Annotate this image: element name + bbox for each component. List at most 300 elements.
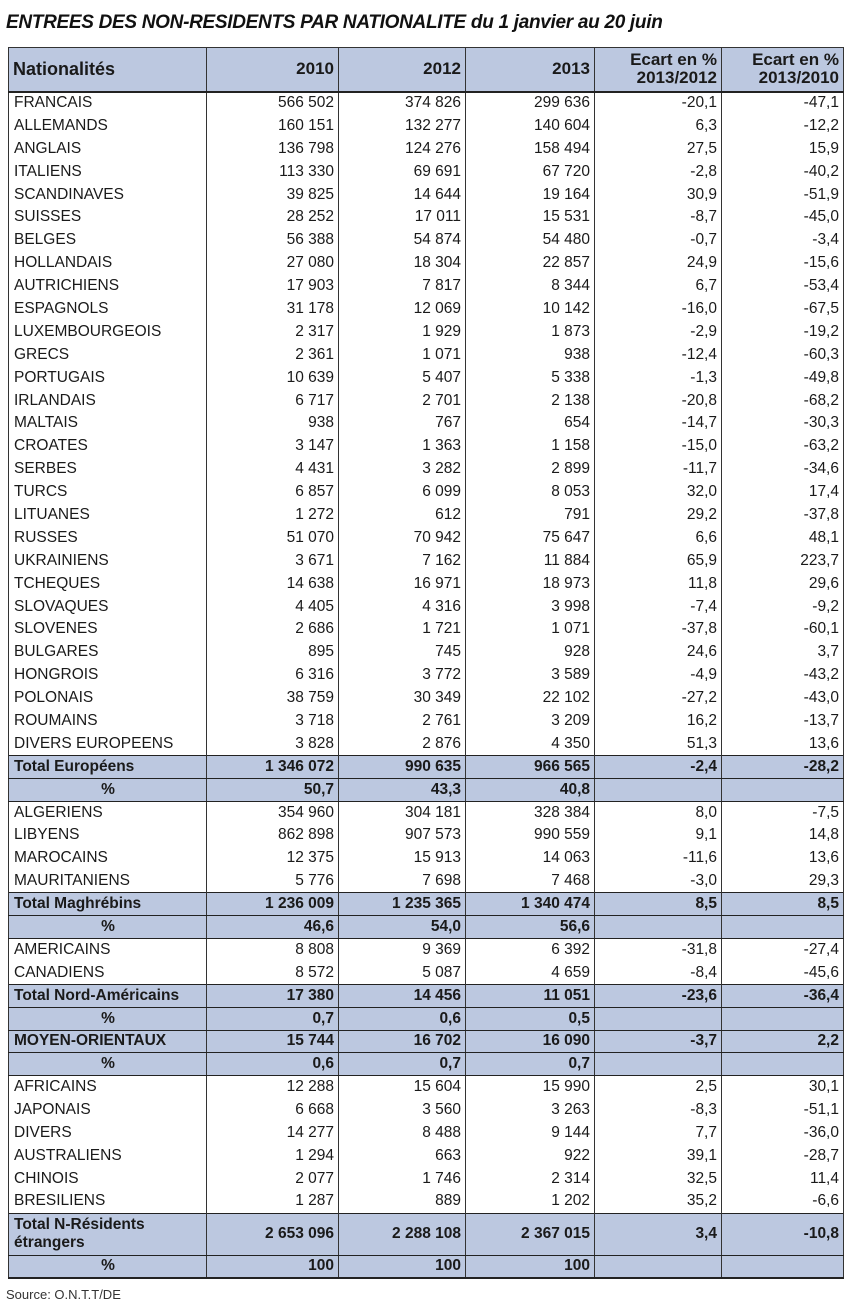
cell-ecart-2013-2012: 32,0 bbox=[595, 481, 722, 504]
cell-value-2012: 12 069 bbox=[339, 298, 466, 321]
cell-nationality: GRECS bbox=[9, 343, 207, 366]
cell-value-2013: 0,7 bbox=[466, 1053, 595, 1076]
cell-value-2012: 30 349 bbox=[339, 687, 466, 710]
cell-value-2013: 9 144 bbox=[466, 1122, 595, 1145]
cell-ecart-2013-2012: 30,9 bbox=[595, 183, 722, 206]
table-row bbox=[9, 137, 844, 160]
source-note: Source: O.N.T.T/DE bbox=[6, 1287, 121, 1302]
cell-value-2013: 8 344 bbox=[466, 275, 595, 298]
cell-value-2010: 160 151 bbox=[207, 114, 339, 137]
cell-nationality: Total Nord-Américains bbox=[9, 984, 207, 1007]
percent-row bbox=[9, 916, 844, 939]
table-row bbox=[9, 664, 844, 687]
cell-ecart-2013-2010: -15,6 bbox=[722, 252, 844, 275]
cell-value-2010: 6 717 bbox=[207, 389, 339, 412]
cell-value-2012: 304 181 bbox=[339, 801, 466, 824]
cell-value-2012: 15 604 bbox=[339, 1076, 466, 1099]
table-row bbox=[9, 320, 844, 343]
table-row bbox=[9, 206, 844, 229]
cell-value-2013: 11 884 bbox=[466, 549, 595, 572]
cell-nationality: BULGARES bbox=[9, 641, 207, 664]
cell-value-2010: 4 431 bbox=[207, 458, 339, 481]
cell-value-2013: 938 bbox=[466, 343, 595, 366]
cell-nationality: MOYEN-ORIENTAUX bbox=[9, 1030, 207, 1053]
percent-row bbox=[9, 1007, 844, 1030]
cell-ecart-2013-2012: -12,4 bbox=[595, 343, 722, 366]
table-row bbox=[9, 549, 844, 572]
cell-value-2012: 54 874 bbox=[339, 229, 466, 252]
cell-value-2013: 328 384 bbox=[466, 801, 595, 824]
cell-value-2012: 374 826 bbox=[339, 92, 466, 115]
cell-value-2013: 8 053 bbox=[466, 481, 595, 504]
table-row bbox=[9, 847, 844, 870]
cell-ecart-2013-2012: 8,5 bbox=[595, 893, 722, 916]
cell-value-2013: 3 263 bbox=[466, 1099, 595, 1122]
cell-ecart-2013-2012: 65,9 bbox=[595, 549, 722, 572]
cell-value-2010: 6 316 bbox=[207, 664, 339, 687]
cell-value-2012: 990 635 bbox=[339, 755, 466, 778]
cell-value-2010: 5 776 bbox=[207, 870, 339, 893]
table-row bbox=[9, 824, 844, 847]
total-row bbox=[9, 984, 844, 1007]
cell-value-2010: 50,7 bbox=[207, 778, 339, 801]
cell-nationality: DIVERS bbox=[9, 1122, 207, 1145]
cell-ecart-2013-2012: -2,9 bbox=[595, 320, 722, 343]
cell-nationality: MALTAIS bbox=[9, 412, 207, 435]
cell-ecart-2013-2012: 6,3 bbox=[595, 114, 722, 137]
cell-ecart-2013-2012: -23,6 bbox=[595, 984, 722, 1007]
cell-ecart-2013-2012: -11,7 bbox=[595, 458, 722, 481]
cell-value-2013: 1 340 474 bbox=[466, 893, 595, 916]
table-row bbox=[9, 938, 844, 961]
cell-value-2013: 928 bbox=[466, 641, 595, 664]
cell-value-2010: 10 639 bbox=[207, 366, 339, 389]
cell-value-2012: 100 bbox=[339, 1255, 466, 1278]
cell-ecart-2013-2010: 223,7 bbox=[722, 549, 844, 572]
cell-ecart-2013-2010: -63,2 bbox=[722, 435, 844, 458]
header-ecart-2013-2012-text: Ecart en % 2013/2012 bbox=[630, 50, 717, 88]
table-row bbox=[9, 252, 844, 275]
percent-row bbox=[9, 778, 844, 801]
cell-value-2010: 3 828 bbox=[207, 732, 339, 755]
cell-ecart-2013-2012: -31,8 bbox=[595, 938, 722, 961]
cell-ecart-2013-2012: 39,1 bbox=[595, 1144, 722, 1167]
cell-ecart-2013-2010: 8,5 bbox=[722, 893, 844, 916]
cell-ecart-2013-2010: -53,4 bbox=[722, 275, 844, 298]
cell-value-2013: 4 659 bbox=[466, 961, 595, 984]
cell-nationality: AMERICAINS bbox=[9, 938, 207, 961]
cell-ecart-2013-2012: 11,8 bbox=[595, 572, 722, 595]
cell-ecart-2013-2012: -16,0 bbox=[595, 298, 722, 321]
cell-value-2010: 1 272 bbox=[207, 504, 339, 527]
cell-value-2012: 3 282 bbox=[339, 458, 466, 481]
cell-value-2010: 2 317 bbox=[207, 320, 339, 343]
cell-value-2013: 15 990 bbox=[466, 1076, 595, 1099]
table-title: ENTREES DES NON-RESIDENTS PAR NATIONALITE du 1 janvier au 20 juin bbox=[6, 12, 663, 33]
table-row bbox=[9, 366, 844, 389]
table-row bbox=[9, 481, 844, 504]
table-row bbox=[9, 595, 844, 618]
cell-value-2013: 2 138 bbox=[466, 389, 595, 412]
cell-value-2010: 12 288 bbox=[207, 1076, 339, 1099]
cell-value-2010: 0,7 bbox=[207, 1007, 339, 1030]
cell-value-2012: 8 488 bbox=[339, 1122, 466, 1145]
cell-ecart-2013-2012: -2,8 bbox=[595, 160, 722, 183]
cell-value-2010: 56 388 bbox=[207, 229, 339, 252]
cell-value-2012: 5 087 bbox=[339, 961, 466, 984]
nationalities-table bbox=[8, 47, 844, 1279]
table-row bbox=[9, 732, 844, 755]
cell-value-2013: 10 142 bbox=[466, 298, 595, 321]
cell-value-2010: 51 070 bbox=[207, 526, 339, 549]
cell-value-2013: 2 314 bbox=[466, 1167, 595, 1190]
cell-ecart-2013-2010: -51,9 bbox=[722, 183, 844, 206]
cell-value-2010: 0,6 bbox=[207, 1053, 339, 1076]
cell-nationality: BELGES bbox=[9, 229, 207, 252]
table-row bbox=[9, 1122, 844, 1145]
cell-value-2010: 895 bbox=[207, 641, 339, 664]
cell-value-2012: 132 277 bbox=[339, 114, 466, 137]
cell-value-2010: 113 330 bbox=[207, 160, 339, 183]
cell-ecart-2013-2010: 11,4 bbox=[722, 1167, 844, 1190]
cell-value-2012: 16 971 bbox=[339, 572, 466, 595]
cell-nationality: ALGERIENS bbox=[9, 801, 207, 824]
cell-ecart-2013-2010: -60,3 bbox=[722, 343, 844, 366]
cell-ecart-2013-2010: -45,0 bbox=[722, 206, 844, 229]
cell-ecart-2013-2010: -30,3 bbox=[722, 412, 844, 435]
table-row bbox=[9, 710, 844, 733]
cell-value-2010: 1 346 072 bbox=[207, 755, 339, 778]
cell-ecart-2013-2010: -43,0 bbox=[722, 687, 844, 710]
cell-value-2013: 4 350 bbox=[466, 732, 595, 755]
cell-value-2010: 39 825 bbox=[207, 183, 339, 206]
cell-value-2013: 158 494 bbox=[466, 137, 595, 160]
cell-value-2013: 5 338 bbox=[466, 366, 595, 389]
cell-nationality: ITALIENS bbox=[9, 160, 207, 183]
cell-nationality: AFRICAINS bbox=[9, 1076, 207, 1099]
cell-value-2012: 69 691 bbox=[339, 160, 466, 183]
cell-value-2013: 54 480 bbox=[466, 229, 595, 252]
cell-ecart-2013-2012: 51,3 bbox=[595, 732, 722, 755]
header-ecart-2013-2010-text: Ecart en % 2013/2010 bbox=[752, 50, 839, 88]
cell-ecart-2013-2012: -15,0 bbox=[595, 435, 722, 458]
cell-nationality: TCHEQUES bbox=[9, 572, 207, 595]
table-row bbox=[9, 572, 844, 595]
cell-nationality: Total N-Résidents étrangers bbox=[9, 1213, 207, 1255]
cell-ecart-2013-2010 bbox=[722, 778, 844, 801]
cell-value-2013: 3 998 bbox=[466, 595, 595, 618]
cell-nationality: HOLLANDAIS bbox=[9, 252, 207, 275]
cell-nationality: DIVERS EUROPEENS bbox=[9, 732, 207, 755]
cell-ecart-2013-2012: 6,6 bbox=[595, 526, 722, 549]
cell-value-2013: 654 bbox=[466, 412, 595, 435]
cell-value-2013: 18 973 bbox=[466, 572, 595, 595]
cell-value-2013: 40,8 bbox=[466, 778, 595, 801]
header-2010: 2010 bbox=[207, 48, 339, 92]
table-row bbox=[9, 961, 844, 984]
cell-ecart-2013-2010: 48,1 bbox=[722, 526, 844, 549]
cell-value-2012: 5 407 bbox=[339, 366, 466, 389]
cell-value-2010: 1 236 009 bbox=[207, 893, 339, 916]
cell-value-2012: 2 876 bbox=[339, 732, 466, 755]
total-row bbox=[9, 755, 844, 778]
cell-nationality: POLONAIS bbox=[9, 687, 207, 710]
cell-ecart-2013-2010: -40,2 bbox=[722, 160, 844, 183]
cell-nationality: LIBYENS bbox=[9, 824, 207, 847]
cell-nationality: % bbox=[9, 1007, 207, 1030]
cell-value-2013: 1 873 bbox=[466, 320, 595, 343]
cell-value-2012: 2 761 bbox=[339, 710, 466, 733]
cell-value-2010: 136 798 bbox=[207, 137, 339, 160]
cell-value-2010: 100 bbox=[207, 1255, 339, 1278]
table-row bbox=[9, 870, 844, 893]
cell-ecart-2013-2010: -28,7 bbox=[722, 1144, 844, 1167]
cell-nationality: AUTRICHIENS bbox=[9, 275, 207, 298]
cell-ecart-2013-2012: 7,7 bbox=[595, 1122, 722, 1145]
cell-ecart-2013-2012: -4,9 bbox=[595, 664, 722, 687]
cell-ecart-2013-2010: -6,6 bbox=[722, 1190, 844, 1213]
cell-value-2012: 7 162 bbox=[339, 549, 466, 572]
cell-value-2012: 745 bbox=[339, 641, 466, 664]
cell-ecart-2013-2010 bbox=[722, 1007, 844, 1030]
cell-nationality: % bbox=[9, 778, 207, 801]
cell-value-2013: 140 604 bbox=[466, 114, 595, 137]
cell-ecart-2013-2010: 13,6 bbox=[722, 847, 844, 870]
cell-ecart-2013-2010: 13,6 bbox=[722, 732, 844, 755]
cell-value-2012: 2 288 108 bbox=[339, 1213, 466, 1255]
table-row bbox=[9, 1144, 844, 1167]
cell-value-2012: 1 721 bbox=[339, 618, 466, 641]
cell-ecart-2013-2012: -1,3 bbox=[595, 366, 722, 389]
cell-ecart-2013-2010: 29,6 bbox=[722, 572, 844, 595]
cell-ecart-2013-2010: -49,8 bbox=[722, 366, 844, 389]
cell-value-2013: 14 063 bbox=[466, 847, 595, 870]
cell-ecart-2013-2010: 30,1 bbox=[722, 1076, 844, 1099]
cell-value-2013: 22 857 bbox=[466, 252, 595, 275]
table-row bbox=[9, 504, 844, 527]
cell-value-2012: 124 276 bbox=[339, 137, 466, 160]
cell-ecart-2013-2012: -20,8 bbox=[595, 389, 722, 412]
cell-value-2012: 1 929 bbox=[339, 320, 466, 343]
cell-ecart-2013-2010: -12,2 bbox=[722, 114, 844, 137]
cell-nationality: ALLEMANDS bbox=[9, 114, 207, 137]
cell-nationality: SERBES bbox=[9, 458, 207, 481]
cell-ecart-2013-2012 bbox=[595, 778, 722, 801]
cell-value-2010: 14 638 bbox=[207, 572, 339, 595]
cell-ecart-2013-2010: -19,2 bbox=[722, 320, 844, 343]
cell-value-2012: 767 bbox=[339, 412, 466, 435]
cell-value-2013: 1 202 bbox=[466, 1190, 595, 1213]
cell-ecart-2013-2010: -10,8 bbox=[722, 1213, 844, 1255]
cell-nationality: SLOVAQUES bbox=[9, 595, 207, 618]
table-row bbox=[9, 1167, 844, 1190]
cell-ecart-2013-2012: -3,7 bbox=[595, 1030, 722, 1053]
cell-ecart-2013-2012: 29,2 bbox=[595, 504, 722, 527]
percent-row bbox=[9, 1053, 844, 1076]
cell-value-2012: 18 304 bbox=[339, 252, 466, 275]
cell-value-2012: 15 913 bbox=[339, 847, 466, 870]
cell-value-2012: 1 746 bbox=[339, 1167, 466, 1190]
table-row bbox=[9, 687, 844, 710]
cell-ecart-2013-2012: -27,2 bbox=[595, 687, 722, 710]
table-row bbox=[9, 389, 844, 412]
cell-nationality: SCANDINAVES bbox=[9, 183, 207, 206]
cell-value-2013: 56,6 bbox=[466, 916, 595, 939]
header-row bbox=[9, 48, 844, 92]
cell-value-2013: 19 164 bbox=[466, 183, 595, 206]
cell-nationality: % bbox=[9, 916, 207, 939]
table-row bbox=[9, 114, 844, 137]
cell-value-2013: 67 720 bbox=[466, 160, 595, 183]
cell-value-2010: 3 147 bbox=[207, 435, 339, 458]
cell-ecart-2013-2012: -14,7 bbox=[595, 412, 722, 435]
cell-nationality: LITUANES bbox=[9, 504, 207, 527]
table-row bbox=[9, 183, 844, 206]
table-row bbox=[9, 412, 844, 435]
percent-row bbox=[9, 1255, 844, 1278]
cell-nationality: ESPAGNOLS bbox=[9, 298, 207, 321]
cell-value-2013: 0,5 bbox=[466, 1007, 595, 1030]
cell-value-2012: 612 bbox=[339, 504, 466, 527]
cell-nationality: % bbox=[9, 1053, 207, 1076]
cell-value-2010: 8 808 bbox=[207, 938, 339, 961]
cell-value-2010: 3 718 bbox=[207, 710, 339, 733]
cell-value-2012: 6 099 bbox=[339, 481, 466, 504]
cell-ecart-2013-2012: -20,1 bbox=[595, 92, 722, 115]
cell-value-2013: 2 367 015 bbox=[466, 1213, 595, 1255]
cell-value-2012: 4 316 bbox=[339, 595, 466, 618]
cell-value-2010: 17 903 bbox=[207, 275, 339, 298]
cell-value-2012: 17 011 bbox=[339, 206, 466, 229]
table-row bbox=[9, 92, 844, 115]
header-ecart-2013-2010 bbox=[722, 48, 844, 92]
cell-nationality: SLOVENES bbox=[9, 618, 207, 641]
cell-value-2012: 14 644 bbox=[339, 183, 466, 206]
cell-ecart-2013-2012: 16,2 bbox=[595, 710, 722, 733]
cell-ecart-2013-2012: -0,7 bbox=[595, 229, 722, 252]
cell-nationality: PORTUGAIS bbox=[9, 366, 207, 389]
cell-ecart-2013-2010: -13,7 bbox=[722, 710, 844, 733]
cell-value-2010: 938 bbox=[207, 412, 339, 435]
cell-nationality: AUSTRALIENS bbox=[9, 1144, 207, 1167]
cell-value-2013: 922 bbox=[466, 1144, 595, 1167]
cell-ecart-2013-2012: -3,0 bbox=[595, 870, 722, 893]
cell-nationality: BRESILIENS bbox=[9, 1190, 207, 1213]
cell-ecart-2013-2012: 35,2 bbox=[595, 1190, 722, 1213]
cell-ecart-2013-2012: -8,7 bbox=[595, 206, 722, 229]
cell-value-2013: 299 636 bbox=[466, 92, 595, 115]
table-row bbox=[9, 1190, 844, 1213]
table-row bbox=[9, 343, 844, 366]
cell-ecart-2013-2012: -2,4 bbox=[595, 755, 722, 778]
cell-value-2010: 6 857 bbox=[207, 481, 339, 504]
cell-ecart-2013-2010: 3,7 bbox=[722, 641, 844, 664]
table-row bbox=[9, 526, 844, 549]
cell-value-2010: 15 744 bbox=[207, 1030, 339, 1053]
cell-value-2012: 54,0 bbox=[339, 916, 466, 939]
cell-ecart-2013-2010 bbox=[722, 1255, 844, 1278]
header-2013: 2013 bbox=[466, 48, 595, 92]
cell-ecart-2013-2010: -43,2 bbox=[722, 664, 844, 687]
cell-value-2013: 100 bbox=[466, 1255, 595, 1278]
cell-ecart-2013-2012: 24,9 bbox=[595, 252, 722, 275]
cell-value-2012: 0,7 bbox=[339, 1053, 466, 1076]
cell-value-2013: 966 565 bbox=[466, 755, 595, 778]
cell-ecart-2013-2012: -8,3 bbox=[595, 1099, 722, 1122]
cell-value-2013: 2 899 bbox=[466, 458, 595, 481]
cell-value-2013: 15 531 bbox=[466, 206, 595, 229]
cell-nationality: Total Maghrébins bbox=[9, 893, 207, 916]
cell-value-2012: 7 817 bbox=[339, 275, 466, 298]
cell-value-2012: 14 456 bbox=[339, 984, 466, 1007]
cell-nationality: RUSSES bbox=[9, 526, 207, 549]
table-row bbox=[9, 275, 844, 298]
cell-value-2013: 7 468 bbox=[466, 870, 595, 893]
cell-value-2010: 17 380 bbox=[207, 984, 339, 1007]
table-body bbox=[9, 92, 844, 1279]
cell-ecart-2013-2012: 32,5 bbox=[595, 1167, 722, 1190]
cell-ecart-2013-2012: 6,7 bbox=[595, 275, 722, 298]
cell-nationality: CANADIENS bbox=[9, 961, 207, 984]
cell-nationality: Total Européens bbox=[9, 755, 207, 778]
cell-ecart-2013-2010: -27,4 bbox=[722, 938, 844, 961]
cell-ecart-2013-2010: -7,5 bbox=[722, 801, 844, 824]
cell-ecart-2013-2012: 24,6 bbox=[595, 641, 722, 664]
header-nationalites: Nationalités bbox=[9, 48, 207, 92]
cell-ecart-2013-2012: -37,8 bbox=[595, 618, 722, 641]
cell-value-2012: 1 235 365 bbox=[339, 893, 466, 916]
cell-value-2010: 2 077 bbox=[207, 1167, 339, 1190]
table-row bbox=[9, 435, 844, 458]
cell-ecart-2013-2012: -8,4 bbox=[595, 961, 722, 984]
cell-nationality: UKRAINIENS bbox=[9, 549, 207, 572]
cell-value-2010: 27 080 bbox=[207, 252, 339, 275]
cell-ecart-2013-2010: 15,9 bbox=[722, 137, 844, 160]
cell-value-2012: 43,3 bbox=[339, 778, 466, 801]
cell-ecart-2013-2012: 3,4 bbox=[595, 1213, 722, 1255]
cell-nationality: SUISSES bbox=[9, 206, 207, 229]
cell-value-2010: 8 572 bbox=[207, 961, 339, 984]
table-row bbox=[9, 1099, 844, 1122]
cell-ecart-2013-2012 bbox=[595, 916, 722, 939]
cell-ecart-2013-2010: -3,4 bbox=[722, 229, 844, 252]
cell-ecart-2013-2010: -34,6 bbox=[722, 458, 844, 481]
cell-ecart-2013-2010: 14,8 bbox=[722, 824, 844, 847]
cell-nationality: TURCS bbox=[9, 481, 207, 504]
cell-value-2010: 2 653 096 bbox=[207, 1213, 339, 1255]
header-2012: 2012 bbox=[339, 48, 466, 92]
cell-value-2010: 6 668 bbox=[207, 1099, 339, 1122]
cell-value-2010: 1 294 bbox=[207, 1144, 339, 1167]
cell-value-2012: 889 bbox=[339, 1190, 466, 1213]
table-row bbox=[9, 618, 844, 641]
table-row bbox=[9, 801, 844, 824]
total-row bbox=[9, 893, 844, 916]
cell-value-2013: 791 bbox=[466, 504, 595, 527]
cell-ecart-2013-2012: 2,5 bbox=[595, 1076, 722, 1099]
table-row bbox=[9, 229, 844, 252]
cell-value-2010: 2 686 bbox=[207, 618, 339, 641]
cell-ecart-2013-2010: -9,2 bbox=[722, 595, 844, 618]
cell-nationality: MAURITANIENS bbox=[9, 870, 207, 893]
cell-ecart-2013-2010: -45,6 bbox=[722, 961, 844, 984]
cell-value-2012: 70 942 bbox=[339, 526, 466, 549]
cell-ecart-2013-2010: -68,2 bbox=[722, 389, 844, 412]
cell-nationality: HONGROIS bbox=[9, 664, 207, 687]
table-row bbox=[9, 458, 844, 481]
cell-value-2013: 16 090 bbox=[466, 1030, 595, 1053]
cell-value-2012: 3 560 bbox=[339, 1099, 466, 1122]
